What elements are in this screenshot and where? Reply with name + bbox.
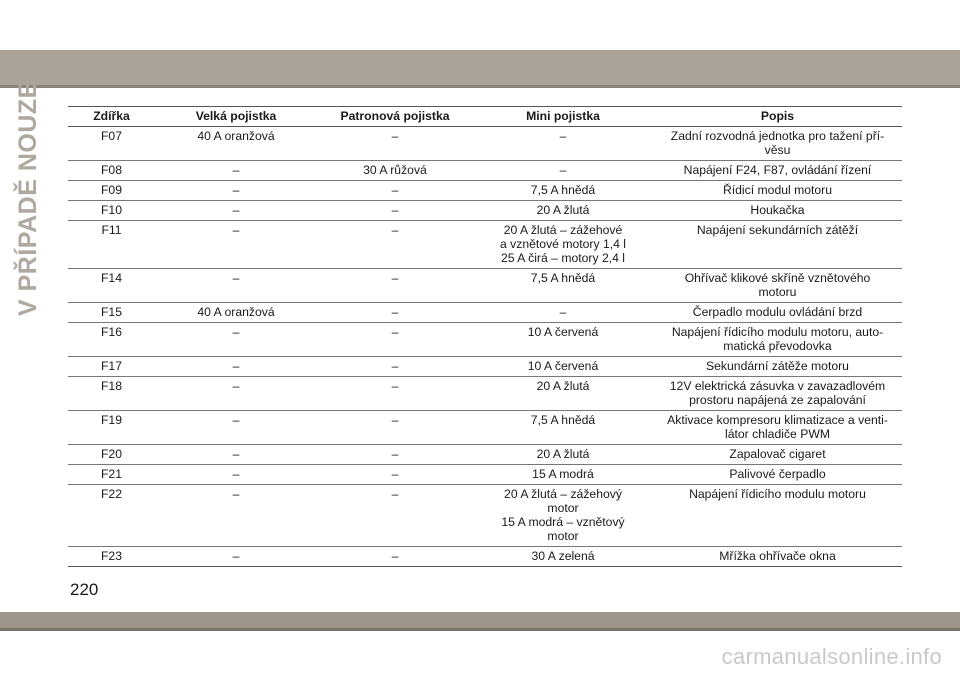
cell-popis [653, 377, 902, 411]
cell-text: Ohřívač klikové skříně vznětového [684, 271, 871, 285]
cell-text: F22 [100, 487, 122, 501]
page-number: 220 [70, 580, 99, 599]
cell-zdirka [68, 445, 155, 465]
header-patronova-pojistka: Patronová pojistka [317, 107, 473, 127]
table-row [68, 181, 902, 201]
cell-text: – [391, 487, 399, 501]
cell-text: 7,5 A hnědá [530, 183, 596, 197]
footer-stripe [0, 628, 960, 631]
cell-text: – [391, 129, 399, 143]
cell-zdirka [68, 547, 155, 567]
cell-text: Napájení řídicího modulu motoru [689, 487, 866, 501]
cell-velka-pojistka [155, 411, 317, 445]
cell-popis [653, 485, 902, 547]
cell-text: 25 A čirá – motory 2,4 l [501, 251, 625, 265]
cell-text: Napájení F24, F87, ovládání řízení [683, 163, 872, 177]
cell-popis [653, 127, 902, 161]
cell-patronova-pojistka [317, 127, 473, 161]
cell-mini-pojistka [473, 323, 653, 357]
cell-text: 7,5 A hnědá [530, 413, 596, 427]
cell-velka-pojistka [155, 323, 317, 357]
cell-text: – [232, 163, 240, 177]
cell-zdirka [68, 161, 155, 181]
cell-text: – [232, 549, 240, 563]
cell-text: prostoru napájená ze zapalování [689, 393, 866, 407]
cell-text: Napájení řídicího modulu motoru, auto- [671, 325, 884, 339]
cell-velka-pojistka [155, 161, 317, 181]
cell-text: Aktivace kompresoru klimatizace a venti- [667, 413, 888, 427]
cell-text: – [232, 359, 240, 373]
cell-mini-pojistka [473, 357, 653, 377]
cell-text: F23 [100, 549, 122, 563]
cell-text: – [559, 129, 567, 143]
cell-text: F09 [100, 183, 122, 197]
cell-patronova-pojistka [317, 269, 473, 303]
cell-mini-pojistka [473, 127, 653, 161]
cell-text: – [391, 325, 399, 339]
cell-velka-pojistka [155, 485, 317, 547]
cell-text: – [391, 549, 399, 563]
cell-text: F16 [100, 325, 122, 339]
watermark-text: carmanualsonline.info [721, 644, 942, 669]
cell-patronova-pojistka [317, 161, 473, 181]
cell-popis [653, 221, 902, 269]
cell-patronova-pojistka [317, 303, 473, 323]
header-mini-pojistka: Mini pojistka [473, 107, 653, 127]
cell-mini-pojistka [473, 465, 653, 485]
cell-text: – [391, 359, 399, 373]
cell-patronova-pojistka [317, 201, 473, 221]
cell-text: 30 A růžová [363, 163, 427, 177]
cell-text: F20 [100, 447, 122, 461]
header-zdirka: Zdířka [68, 107, 155, 127]
cell-popis [653, 161, 902, 181]
cell-popis [653, 547, 902, 567]
cell-text: látor chladiče PWM [725, 427, 830, 441]
table-row [68, 465, 902, 485]
cell-popis [653, 323, 902, 357]
cell-popis [653, 181, 902, 201]
cell-zdirka [68, 411, 155, 445]
cell-text: Mřížka ohřívače okna [719, 549, 836, 563]
cell-zdirka [68, 181, 155, 201]
cell-patronova-pojistka [317, 323, 473, 357]
cell-popis [653, 445, 902, 465]
cell-text: Napájení sekundárních zátěží [696, 223, 859, 237]
cell-velka-pojistka [155, 465, 317, 485]
cell-text: – [391, 183, 399, 197]
cell-mini-pojistka [473, 445, 653, 465]
cell-mini-pojistka [473, 201, 653, 221]
cell-patronova-pojistka [317, 411, 473, 445]
cell-mini-pojistka [473, 181, 653, 201]
cell-mini-pojistka [473, 303, 653, 323]
cell-text: Řídicí modul motoru [722, 183, 833, 197]
table-row [68, 161, 902, 181]
cell-text: F18 [100, 379, 122, 393]
cell-text: Houkačka [750, 203, 805, 217]
cell-text: 10 A červená [527, 325, 599, 339]
cell-popis [653, 269, 902, 303]
cell-text: – [559, 163, 567, 177]
cell-text: F07 [100, 129, 122, 143]
table-row [68, 127, 902, 161]
cell-zdirka [68, 485, 155, 547]
cell-text: F08 [100, 163, 122, 177]
table-row [68, 445, 902, 465]
cell-velka-pojistka [155, 221, 317, 269]
cell-text: 20 A žlutá [536, 203, 590, 217]
cell-text: – [391, 271, 399, 285]
cell-text: – [232, 183, 240, 197]
cell-text: 15 A modrá – vznětový [501, 515, 625, 529]
cell-mini-pojistka [473, 547, 653, 567]
cell-popis [653, 303, 902, 323]
cell-text: 40 A oranžová [197, 129, 275, 143]
cell-text: 10 A červená [527, 359, 599, 373]
table-row [68, 303, 902, 323]
table-row [68, 221, 902, 269]
cell-popis [653, 357, 902, 377]
table-row [68, 323, 902, 357]
cell-mini-pojistka [473, 485, 653, 547]
cell-text: F11 [101, 223, 122, 237]
cell-zdirka [68, 221, 155, 269]
cell-zdirka [68, 127, 155, 161]
cell-velka-pojistka [155, 181, 317, 201]
cell-text: – [391, 379, 399, 393]
cell-text: – [232, 447, 240, 461]
cell-velka-pojistka [155, 445, 317, 465]
cell-text: 40 A oranžová [197, 305, 275, 319]
cell-zdirka [68, 377, 155, 411]
table-row [68, 201, 902, 221]
cell-velka-pojistka [155, 201, 317, 221]
fuse-table [68, 106, 902, 567]
cell-text: matická převodovka [723, 339, 832, 353]
footer-band [0, 612, 960, 628]
header-band [0, 50, 960, 85]
cell-zdirka [68, 323, 155, 357]
cell-text: motor [547, 501, 579, 515]
table-row [68, 269, 902, 303]
cell-patronova-pojistka [317, 357, 473, 377]
cell-patronova-pojistka [317, 445, 473, 465]
cell-text: – [232, 467, 240, 481]
header-velka-pojistka: Velká pojistka [155, 107, 317, 127]
cell-mini-pojistka [473, 269, 653, 303]
cell-text: 15 A modrá [532, 467, 594, 481]
cell-text: F21 [100, 467, 122, 481]
cell-mini-pojistka [473, 377, 653, 411]
cell-text: 20 A žlutá [536, 447, 590, 461]
cell-text: – [391, 305, 399, 319]
cell-velka-pojistka [155, 357, 317, 377]
cell-text: – [391, 467, 399, 481]
cell-zdirka [68, 269, 155, 303]
cell-zdirka [68, 201, 155, 221]
cell-text: F17 [100, 359, 122, 373]
cell-text: Palivové čerpadlo [729, 467, 826, 481]
cell-text: F19 [100, 413, 122, 427]
section-side-title: V PŘÍPADĚ NOUZE [14, 81, 42, 316]
cell-patronova-pojistka [317, 485, 473, 547]
cell-patronova-pojistka [317, 465, 473, 485]
cell-text: Zapalovač cigaret [729, 447, 826, 461]
table-body [68, 127, 902, 567]
cell-popis [653, 201, 902, 221]
cell-text: – [232, 325, 240, 339]
table-header-row [68, 107, 902, 127]
cell-text: – [559, 305, 567, 319]
cell-text: 7,5 A hnědá [530, 271, 596, 285]
cell-zdirka [68, 303, 155, 323]
cell-text: – [232, 271, 240, 285]
cell-patronova-pojistka [317, 377, 473, 411]
cell-text: 20 A žlutá – zážehový [504, 487, 622, 501]
cell-text: F10 [100, 203, 122, 217]
cell-text: – [391, 413, 399, 427]
cell-popis [653, 411, 902, 445]
table-row [68, 357, 902, 377]
header-stripe [0, 85, 960, 88]
cell-velka-pojistka [155, 127, 317, 161]
cell-text: – [232, 223, 240, 237]
cell-text: 12V elektrická zásuvka v zavazadlovém [669, 379, 886, 393]
cell-text: motoru [758, 285, 797, 299]
table-row [68, 547, 902, 567]
cell-text: věsu [764, 143, 791, 157]
cell-velka-pojistka [155, 547, 317, 567]
table-row [68, 377, 902, 411]
cell-velka-pojistka [155, 303, 317, 323]
cell-text: – [391, 447, 399, 461]
cell-text: – [232, 487, 240, 501]
cell-text: F14 [100, 271, 122, 285]
cell-text: 20 A žlutá [536, 379, 590, 393]
cell-mini-pojistka [473, 221, 653, 269]
cell-text: – [232, 203, 240, 217]
cell-text: – [232, 413, 240, 427]
cell-patronova-pojistka [317, 221, 473, 269]
header-popis: Popis [653, 107, 902, 127]
cell-zdirka [68, 357, 155, 377]
cell-velka-pojistka [155, 269, 317, 303]
cell-text: a vznětové motory 1,4 l [500, 237, 626, 251]
cell-mini-pojistka [473, 411, 653, 445]
cell-text: Sekundární zátěže motoru [706, 359, 849, 373]
cell-text: – [391, 223, 399, 237]
cell-text: F15 [100, 305, 122, 319]
cell-popis [653, 465, 902, 485]
cell-text: 20 A žlutá – zážehové [503, 223, 623, 237]
cell-velka-pojistka [155, 377, 317, 411]
cell-text: 30 A zelená [531, 549, 595, 563]
cell-zdirka [68, 465, 155, 485]
cell-patronova-pojistka [317, 181, 473, 201]
table-row [68, 485, 902, 547]
cell-text: Čerpadlo modulu ovládání brzd [692, 305, 863, 319]
cell-text: – [232, 379, 240, 393]
cell-patronova-pojistka [317, 547, 473, 567]
cell-text: motor [547, 529, 579, 543]
table-row [68, 411, 902, 445]
cell-text: – [391, 203, 399, 217]
cell-text: Zadní rozvodná jednotka pro tažení pří- [670, 129, 885, 143]
cell-mini-pojistka [473, 161, 653, 181]
